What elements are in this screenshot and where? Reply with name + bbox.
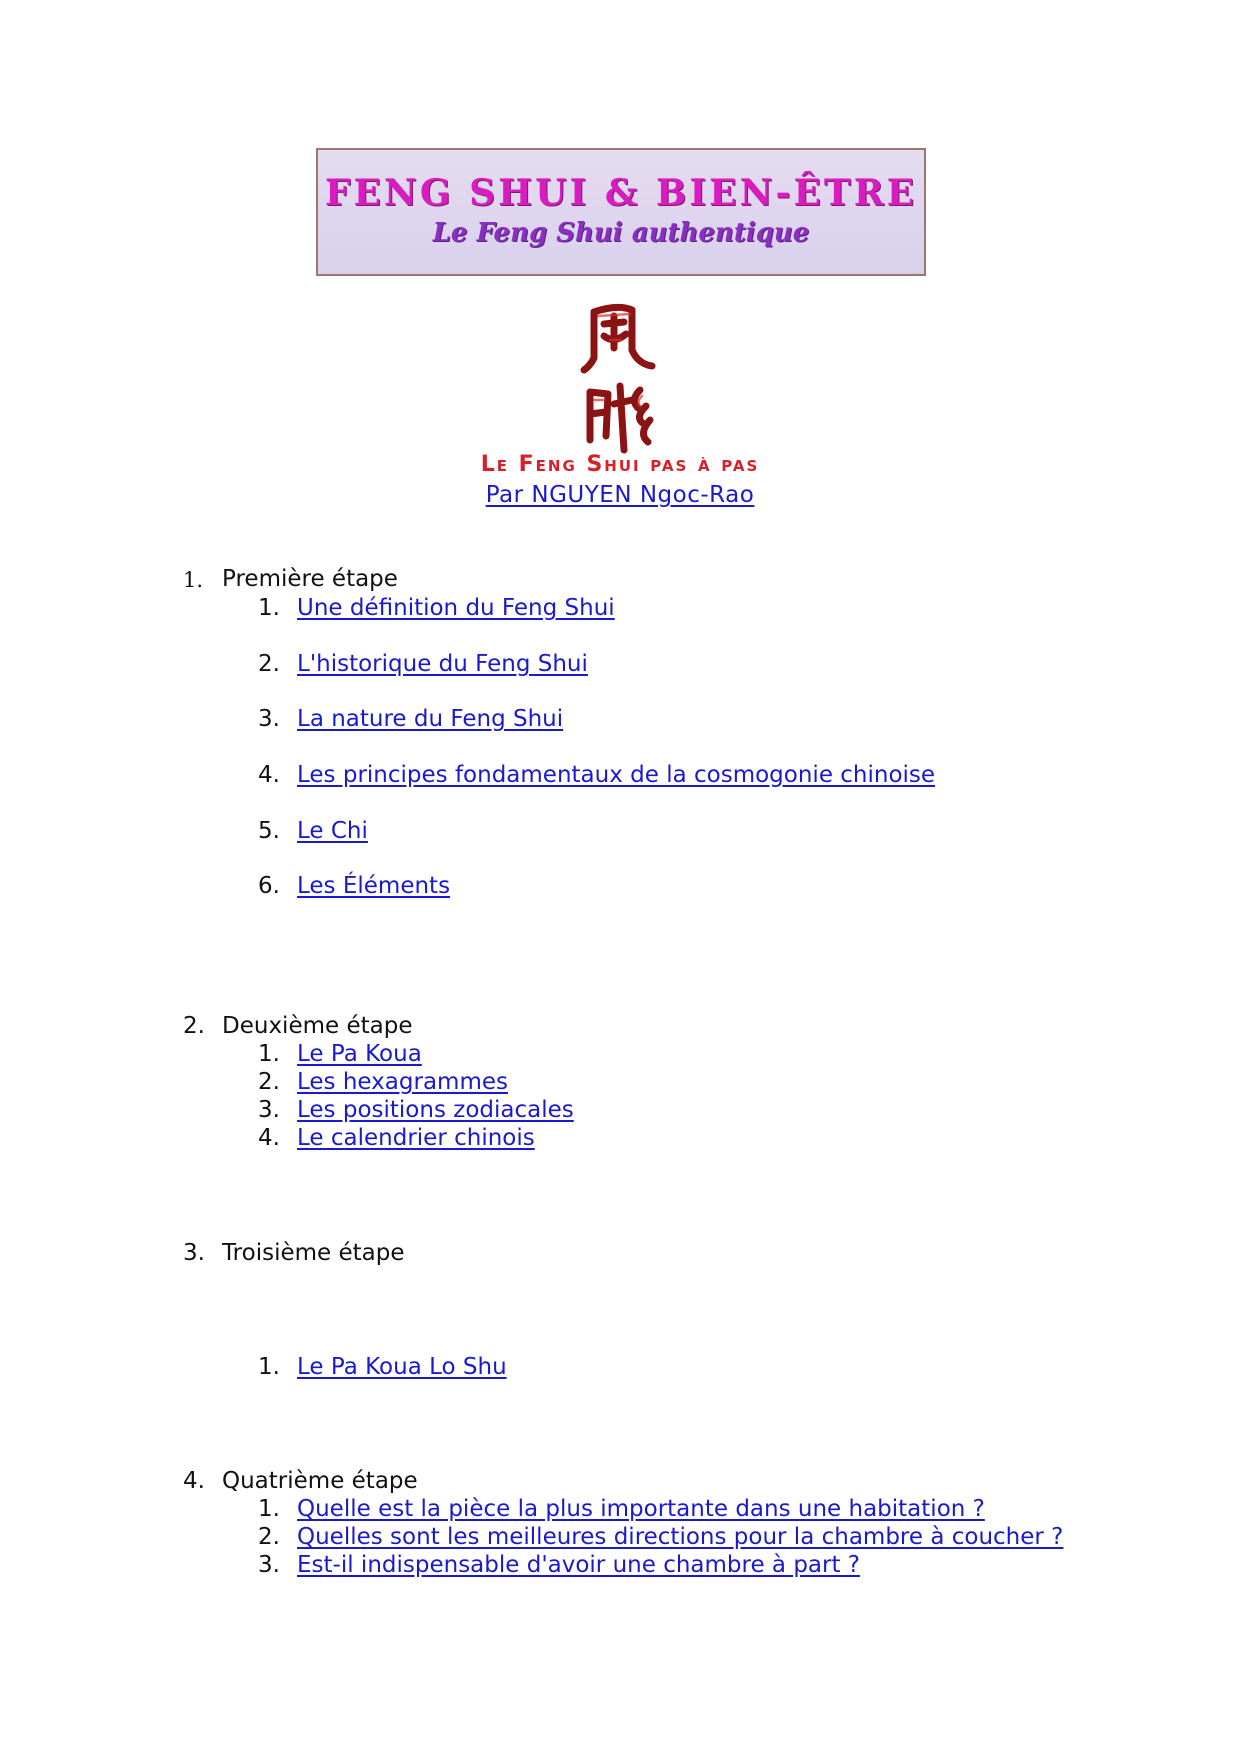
item-number: 5.: [258, 818, 280, 844]
toc-link[interactable]: Le calendrier chinois: [297, 1125, 535, 1151]
toc-link[interactable]: L'historique du Feng Shui: [297, 651, 588, 677]
step-number: 1.: [183, 568, 204, 592]
item-number: 1.: [258, 1496, 280, 1522]
toc-link[interactable]: Est-il indispensable d'avoir une chambre à part ?: [297, 1552, 861, 1578]
toc-link[interactable]: Le Pa Koua Lo Shu: [297, 1354, 507, 1380]
step-number: 3.: [183, 1240, 205, 1266]
item-number: 2.: [258, 651, 280, 677]
item-number: 6.: [258, 873, 280, 899]
page-heading: Le Feng Shui pas à pas: [480, 452, 760, 477]
banner-title: FENG SHUI & BIEN-ÊTRE: [324, 172, 918, 214]
item-number: 2.: [258, 1069, 280, 1095]
step-number: 4.: [183, 1468, 205, 1494]
item-number: 3.: [258, 706, 280, 732]
banner-subtitle: Le Feng Shui authentique: [432, 218, 810, 248]
item-number: 1.: [258, 595, 280, 621]
banner-logo: [316, 148, 926, 276]
item-number: 4.: [258, 1125, 280, 1151]
toc-link[interactable]: Le Chi: [297, 818, 368, 844]
step-number: 2.: [183, 1013, 205, 1039]
step-label: Deuxième étape: [222, 1013, 413, 1039]
item-number: 2.: [258, 1524, 280, 1550]
toc-link[interactable]: Les Éléments: [297, 873, 451, 899]
item-number: 3.: [258, 1552, 280, 1578]
toc-link[interactable]: Une définition du Feng Shui: [297, 595, 615, 621]
item-number: 3.: [258, 1097, 280, 1123]
author-link-container: [0, 482, 1240, 508]
step-label: Troisième étape: [222, 1240, 405, 1266]
item-number: 1.: [258, 1354, 280, 1380]
toc-link[interactable]: Les principes fondamentaux de la cosmogonie chinoise: [297, 762, 936, 788]
author-link[interactable]: Par NGUYEN Ngoc-Rao: [485, 482, 755, 508]
toc-link[interactable]: Le Pa Koua: [297, 1041, 422, 1067]
item-number: 4.: [258, 762, 280, 788]
feng-shui-calligraphy-icon: [580, 300, 660, 455]
toc-link[interactable]: Les positions zodiacales: [297, 1097, 574, 1123]
step-label: Quatrième étape: [222, 1468, 418, 1494]
toc-link[interactable]: Les hexagrammes: [297, 1069, 508, 1095]
toc-link[interactable]: Quelles sont les meilleures directions pour la chambre à coucher ?: [297, 1524, 1064, 1550]
toc-link[interactable]: Quelle est la pièce la plus importante dans une habitation ?: [297, 1496, 985, 1522]
item-number: 1.: [258, 1041, 280, 1067]
toc-link[interactable]: La nature du Feng Shui: [297, 706, 564, 732]
step-label: Première étape: [222, 566, 398, 592]
